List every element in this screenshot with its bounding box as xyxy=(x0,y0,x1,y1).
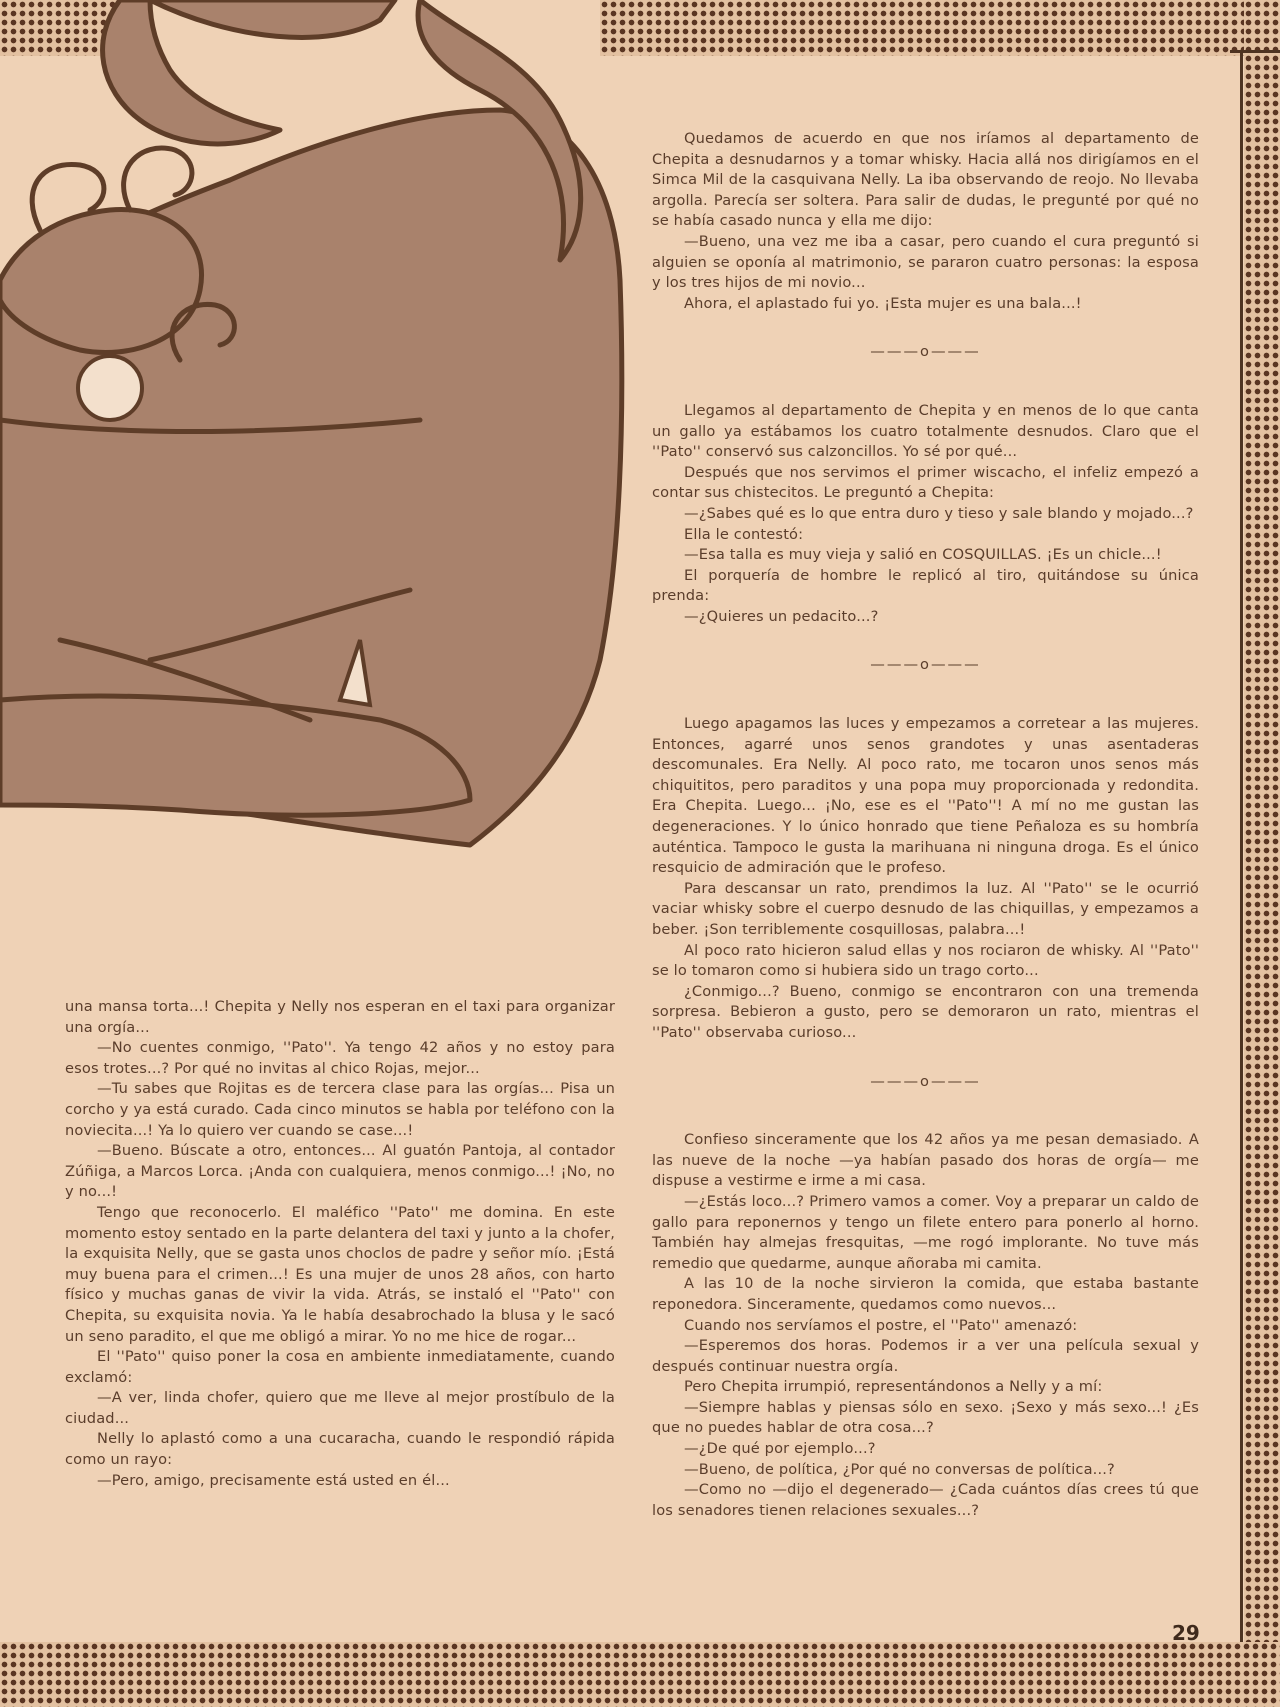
frame-line-horizontal xyxy=(1230,50,1280,53)
paragraph: Luego apagamos las luces y empezamos a corretear a las mujeres. Entonces, agarré unos senos grandotes y unas asentaderas descomunales. Era Nelly. Al poco rato, me tocaron unos senos más chiquititos, pero paraditos y una popa muy proporcionada y redondita. Era Chepita. Luego... ¡No, ese es el ''Pato''! A mí no me gustan las degeneraciones. Y lo único honrado que tiene Peñaloza es su hombría auténtica. Tampoco le gusta la marihuana ni ninguna droga. Es el único resquicio de admiración que le profeso. xyxy=(652,715,1199,877)
section-separator: ———o——— xyxy=(870,656,981,674)
paragraph: Para descansar un rato, prendimos la luz. Al ''Pato'' se le ocurrió vaciar whisky sobre el cuerpo desnudo de las chiquillas, y empezamos a beber. ¡Son terriblemente cosquillosas, palabra...! xyxy=(652,879,1199,938)
paragraph: —¿Quieres un pedacito...? xyxy=(684,607,879,625)
paragraph: —¿Sabes qué es lo que entra duro y tieso y sale blando y mojado...? xyxy=(684,504,1194,522)
page-number: 29 xyxy=(1172,1621,1200,1645)
paragraph: —Siempre hablas y piensas sólo en sexo. ¡Sexo y más sexo...! ¿Es que no puedes hablar de otra cosa...? xyxy=(652,1398,1199,1437)
paragraph: —Esperemos dos horas. Podemos ir a ver una película sexual y después continuar nuestra orgía. xyxy=(652,1337,1199,1375)
paragraph: Cuando nos servíamos el postre, el ''Pato'' amenazó: xyxy=(684,1316,1078,1334)
halftone-border-bottom xyxy=(0,1642,1280,1707)
paragraph: —Tu sabes que Rojitas es de tercera clase para las orgías... Pisa un corcho y ya está curado. Cada cinco minutos se habla por teléfono con la noviecita...! Ya lo quiero ver cuando se case...! xyxy=(65,1080,615,1139)
paragraph: —Como no —dijo el degenerado— ¿Cada cuántos días crees tú que los senadores tienen relaciones sexuales...? xyxy=(652,1481,1199,1519)
paragraph: El ''Pato'' quiso poner la cosa en ambiente inmediatamente, cuando exclamó: xyxy=(65,1348,615,1386)
paragraph: —A ver, linda chofer, quiero que me lleve al mejor prostíbulo de la ciudad... xyxy=(65,1389,615,1427)
paragraph: Ella le contestó: xyxy=(684,525,804,543)
paragraph: una mansa torta...! Chepita y Nelly nos esperan en el taxi para organizar una orgía... xyxy=(65,998,615,1036)
illustration-highlight xyxy=(78,356,142,420)
paragraph: Después que nos servimos el primer wiscacho, el infeliz empezó a contar sus chistecitos. Le preguntó a Chepita: xyxy=(652,463,1199,502)
paragraph: —Bueno. Búscate a otro, entonces... Al guatón Pantoja, al contador Zúñiga, a Marcos Lorca. ¡Anda con cualquiera, menos conmigo...! ¡No, no y no...! xyxy=(65,1142,615,1201)
paragraph: Tengo que reconocerlo. El maléfico ''Pato'' me domina. En este momento estoy sentado en la parte delantera del taxi y junto a la chofer, la exquisita Nelly, que se gasta unos choclos de padre y señor mío. ¡Está muy buena para el crimen...! Es una mujer de unos 28 años, con harto físico y muchas ganas de vivir la vida. Atrás, se instaló el ''Pato'' con Chepita, su exquisita novia. Ya le había desabrochado la blusa y le sacó un seno paradito, el que me obligó a mirar. Yo no me hice de rogar... xyxy=(65,1203,615,1345)
paragraph: A las 10 de la noche sirvieron la comida, que estaba bastante reponedora. Sinceramente, quedamos como nuevos... xyxy=(652,1275,1199,1313)
paragraph: —Esa talla es muy vieja y salió en COSQUILLAS. ¡Es un chicle...! xyxy=(684,546,1162,564)
section-separator: ———o——— xyxy=(870,1072,981,1090)
text-column-right xyxy=(652,129,1199,1521)
paragraph: Al poco rato hicieron salud ellas y nos rociaron de whisky. Al ''Pato'' se lo tomaron como si hubiera sido un trago corto... xyxy=(652,941,1199,980)
paragraph: El porquería de hombre le replicó al tiro, quitándose su única prenda: xyxy=(652,566,1199,605)
paragraph: —Pero, amigo, precisamente está usted en él... xyxy=(97,1471,450,1489)
paragraph: ¿Conmigo...? Bueno, conmigo se encontraron con una tremenda sorpresa. Bebieron a gusto, pero se demoraron un rato, mientras el ''Pato'' observaba curioso... xyxy=(652,982,1199,1041)
paragraph: Confieso sinceramente que los 42 años ya me pesan demasiado. A las nueve de la noche —ya habían pasado dos horas de orgía— me dispuse a vestirme e irme a mi casa. xyxy=(652,1131,1199,1190)
paragraph: Pero Chepita irrumpió, representándonos a Nelly y a mí: xyxy=(684,1378,1103,1396)
text-column-left xyxy=(65,997,615,1491)
paragraph: —Bueno, de política, ¿Por qué no conversas de política...? xyxy=(684,1460,1115,1478)
frame-line-vertical xyxy=(1240,52,1243,1642)
paragraph: Llegamos al departamento de Chepita y en menos de lo que canta un gallo ya estábamos los cuatro totalmente desnudos. Claro que el ''Pato'' conservó sus calzoncillos. Yo sé por qué... xyxy=(652,401,1199,461)
paragraph: —No cuentes conmigo, ''Pato''. Ya tengo 42 años y no estoy para esos trotes...? Por qué no invitas al chico Rojas, mejor... xyxy=(65,1039,615,1077)
paragraph: —¿De qué por ejemplo...? xyxy=(684,1440,876,1458)
halftone-border-right xyxy=(1244,0,1280,1707)
illustration-hair xyxy=(150,0,395,37)
halftone-border-top xyxy=(600,0,1280,56)
paragraph: Quedamos de acuerdo en que nos iríamos al departamento de Chepita a desnudarnos y a tomar whisky. Hacia allá nos dirigíamos en el Simca Mil de la casquivana Nelly. La iba observando de reojo. No llevaba argolla. Parecía ser soltera. Para salir de dudas, le pregunté por qué no se había casado nunca y ella me dijo: xyxy=(652,130,1199,230)
section-separator: ———o——— xyxy=(870,343,981,361)
paragraph: —¿Estás loco...? Primero vamos a comer. Voy a preparar un caldo de gallo para reponernos y tengo un filete entero para ponerlo al horno. También hay almejas fresquitas, —me rogó implorante. No tuve más remedio que quedarme, aunque añoraba mi camita. xyxy=(652,1192,1199,1272)
paragraph: Ahora, el aplastado fui yo. ¡Esta mujer es una bala...! xyxy=(684,294,1082,312)
figure-illustration xyxy=(0,0,640,860)
paragraph: —Bueno, una vez me iba a casar, pero cuando el cura preguntó si alguien se oponía al matrimonio, se pararon cuatro personas: la esposa y los tres hijos de mi novio... xyxy=(652,232,1199,292)
paragraph: Nelly lo aplastó como a una cucaracha, cuando le respondió rápida como un rayo: xyxy=(65,1430,615,1469)
